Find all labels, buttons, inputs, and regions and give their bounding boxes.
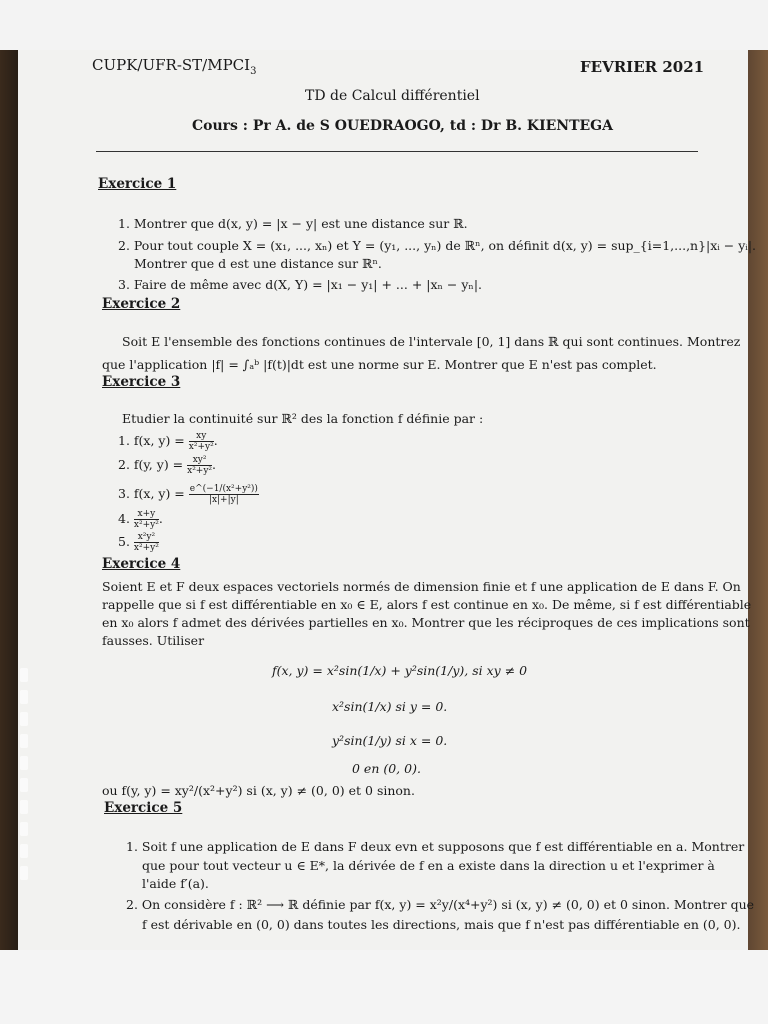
exercise-2-line-1: Soit E l'ensemble des fonctions continues de l'intervale [0, 1] dans ℝ qui sont continues. Montrez [122, 334, 741, 349]
exercise-5-item-1: 1. Soit f une application de E dans F deux evn et supposons que f est différentiable en a. Montrer [126, 839, 745, 854]
exercise-2-line-2: que l'application |f| = ∫ₐᵇ |f(t)|dt est une norme sur E. Montrer que E n'est pas complet. [102, 357, 657, 372]
exam-sheet [18, 50, 757, 950]
exercise-1-item-2: 2. Pour tout couple X = (x₁, ..., xₙ) et Y = (y₁, ..., yₙ) de ℝⁿ, on définit d(x, y) = sup_{i=1,...,n}|xᵢ − yᵢ|. [118, 238, 757, 253]
exercise-4-line-3: en x₀ alors f admet des dérivées partielles en x₀. Montrer que les réciproques de ces implications sont [102, 615, 750, 630]
exercise-4-alternative: ou f(y, y) = xy²/(x²+y²) si (x, y) ≠ (0, 0) et 0 sinon. [102, 783, 415, 798]
exercise-4-line-2: rappelle que si f est différentiable en x₀ ∈ E, alors f est continue en x₀. De même, si f est différentiable [102, 597, 752, 612]
date-label: FEVRIER 2021 [580, 58, 705, 76]
exercise-4-heading: Exercice 4 [102, 556, 181, 572]
exercise-3-item-1: 1. f(x, y) = $\frac{xy}{\text{x²+y²}}$ . [118, 431, 218, 452]
exercise-4-case-1: f(x, y) = x²sin(1/x) + y²sin(1/y), si xy ≠ 0 [272, 663, 528, 678]
exercise-1-item-3: 3. Faire de même avec d(X, Y) = |x₁ − y₁| + ... + |xₙ − yₙ|. [118, 277, 483, 292]
exercise-3-intro: Etudier la continuité sur ℝ² des la fonction f définie par : [122, 411, 484, 426]
exercise-5-item-2-cont: f est dérivable en (0, 0) dans toutes les directions, mais que f n'est pas différentiable en (0, 0). [142, 917, 741, 932]
exercise-5-item-1-end: l'aide f′(a). [142, 876, 209, 891]
exercise-3-heading: Exercice 3 [102, 374, 181, 390]
exercise-3-item-2: 2. f(y, y) = $\frac{\text{xy²}}{\text{x²+y²}}$ . [118, 455, 217, 476]
exercise-1-item-2-cont: Montrer que d est une distance sur ℝⁿ. [134, 256, 382, 271]
exercise-2-heading: Exercice 2 [102, 296, 181, 312]
document-title: TD de Calcul différentiel [305, 88, 480, 104]
exercise-4-case-4: 0 en (0, 0). [352, 761, 421, 776]
background-top [0, 0, 768, 50]
exercise-5-item-1-cont: que pour tout vecteur u ∈ E*, la dérivée de f en a existe dans la direction u et l'exprimer à [142, 858, 715, 873]
exercise-1-item-1: 1. Montrer que d(x, y) = |x − y| est une distance sur ℝ. [118, 216, 468, 231]
course-line: Cours : Pr A. de S OUEDRAOGO, td : Dr B. KIENTEGA [192, 118, 613, 134]
exercise-3-item-4: 4. $\frac{x+y}{\text{x²+y²}}$ . [118, 509, 163, 530]
spiral-binding [20, 660, 34, 920]
exercise-5-item-2: 2. On considère f : ℝ² ⟶ ℝ définie par f(x, y) = x²y/(x⁴+y²) si (x, y) ≠ (0, 0) et 0 sinon. Montrer que [126, 897, 755, 912]
exercise-4-line-4: fausses. Utiliser [102, 633, 205, 648]
exercise-1-heading: Exercice 1 [98, 176, 177, 192]
institution-label: CUPK/$UFR-ST/MPCI_3$ [92, 56, 257, 77]
exercise-3-item-5: 5. $\frac{\text{x²y²}}{\text{x²+y²}}$ [118, 532, 159, 553]
exercise-5-heading: Exercice 5 [104, 800, 183, 816]
exercise-4-case-3: y²sin(1/y) si x = 0. [332, 733, 448, 748]
background-bottom [0, 950, 768, 1024]
exercise-4-line-1: Soient E et F deux espaces vectoriels normés de dimension finie et f une application de E dans F. On [102, 579, 741, 594]
exercise-4-case-2: x²sin(1/x) si y = 0. [332, 699, 448, 714]
exercise-3-item-3: 3. f(x, y) = $\frac{\text{e\textasciicircum{}(−1/(x²+y²))}}{|x|+|y|}$ [118, 484, 258, 505]
header-divider [96, 151, 698, 152]
